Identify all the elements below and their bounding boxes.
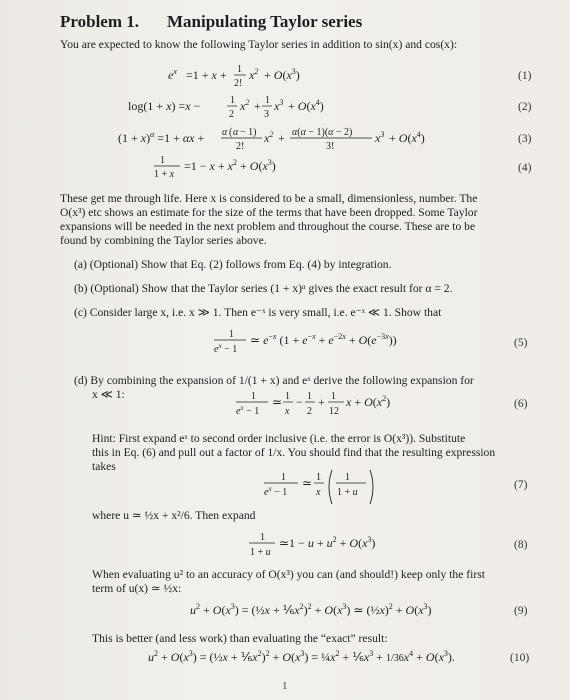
svg-text:log(1 + x) =x −: log(1 + x) =x − (128, 99, 201, 113)
svg-text:3: 3 (264, 109, 269, 120)
svg-text:2!: 2! (234, 78, 243, 89)
svg-text:1 + x: 1 + x (154, 169, 175, 180)
hint-line3: takes (92, 460, 116, 473)
equation-1-number: (1) (518, 70, 532, 82)
part-a: (a) (Optional) Show that Eq. (2) follows from Eq. (4) by integration. (74, 258, 392, 271)
svg-text:x2: $x^2$ (264, 130, 274, 145)
hint-where: where u ≃ ½x + x²/6. Then expand (92, 509, 256, 522)
svg-text:ex − 1: $e^x - 1$ (214, 342, 238, 355)
svg-text:−: − (296, 395, 303, 409)
problem-number: Problem 1. (60, 12, 140, 31)
svg-text:ex − 1: $e^x - 1$ (264, 485, 288, 498)
svg-text:x3: $x^3$ (375, 130, 385, 145)
svg-text:≃1 − u + u2 + O(x3): ≃1 − $u + u^2 + O(x^3)$ (279, 535, 376, 550)
svg-text:(1 + x)α =1 + αx +: $(1 + x)^\alpha =1 + \alpha x$ + (118, 130, 205, 145)
hint-eval-line1: When evaluating u² to an accuracy of O(x³) you can (and should!) keep only the first (92, 568, 485, 581)
svg-text:x + O(x2): $x + O(x^2)$ (346, 394, 391, 409)
svg-text:1: 1 (345, 472, 350, 483)
equation-3-number: (3) (518, 133, 532, 145)
svg-text:3!: 3! (326, 141, 335, 152)
equation-1 (168, 64, 300, 89)
equation-2 (128, 95, 324, 120)
equation-8 (249, 532, 375, 558)
svg-text:+ O(x3): + $O(x^3)$ (264, 67, 300, 82)
equation-9-number: (9) (514, 605, 528, 617)
equation-3 (118, 127, 425, 152)
part-c: (c) Consider large x, i.e. x ≫ 1. Then e⁻ˣ is very small, i.e. e⁻ˣ ≪ 1. Show that (74, 306, 442, 319)
equation-4-number: (4) (518, 162, 532, 174)
equation-6-number: (6) (514, 398, 528, 410)
hint-better: This is better (and less work) than evaluating the “exact” result: (92, 632, 388, 645)
svg-text:12: 12 (329, 406, 339, 417)
svg-text:≃: ≃ (272, 395, 283, 409)
part-b: (b) (Optional) Show that the Taylor series (1 + x)ᵅ gives the exact result for α = 2. (74, 282, 453, 295)
svg-text:+ O(x4): + $O(x^4)$ (389, 130, 425, 145)
equation-7 (264, 470, 373, 504)
svg-text:1: 1 (331, 391, 336, 402)
svg-text:1: 1 (260, 532, 265, 543)
svg-text:x2: $x^2$ (249, 67, 259, 82)
svg-text:1: 1 (229, 329, 234, 340)
paragraph-line: expansions will be needed in the next problem and throughout the course. These are to be (60, 220, 476, 233)
hint-line1: Hint: First expand eˣ to second order inclusive (i.e. the error is O(x³)). Substitute (92, 432, 466, 445)
svg-text:1 + u: 1 + u (250, 547, 271, 558)
svg-text:ex: $e^x$ (168, 67, 177, 82)
svg-text:α(α − 1)(α − 2): α(α − 1)(α − 2) (292, 127, 353, 138)
equation-6 (236, 391, 390, 417)
hint-line2: this in Eq. (6) and pull out a factor of 1/x. You should find that the resulting expression (92, 446, 496, 459)
svg-text:1: 1 (237, 64, 242, 75)
svg-text:1: 1 (230, 95, 235, 106)
svg-text:=1 + x +: =1 + x + (186, 68, 227, 82)
svg-text:x2: $x^2$ (240, 98, 250, 113)
svg-text:1: 1 (281, 472, 286, 483)
problem-title: Manipulating Taylor series (167, 12, 363, 31)
svg-text:x: x (285, 406, 290, 417)
page-number: 1 (282, 680, 288, 692)
svg-text:2: 2 (229, 109, 234, 120)
svg-text:1: 1 (251, 391, 256, 402)
svg-text:≃ e−x (1 + e−x + e−2x + O(e−3x: ≃ $e^{-x}$ $(1 + e^{-x} + e^{-2x} + O(e^{-3x}))$ (250, 332, 397, 347)
svg-text:1: 1 (307, 391, 312, 402)
svg-text:2!: 2! (236, 141, 245, 152)
svg-text:1: 1 (316, 472, 321, 483)
svg-text:x: x (316, 487, 321, 498)
intro-text: You are expected to know the following Taylor series in addition to sin(x) and cos(x): (60, 38, 458, 51)
svg-text:α: α (233, 127, 239, 138)
equation-7-number: (7) (514, 479, 528, 491)
paragraph-line: found by combining the Taylor series above. (60, 234, 267, 247)
svg-text:1: 1 (285, 391, 290, 402)
svg-text:=1 − x + x2 + O(x3): $=1 - x + x^2 + O(x^3)$ (184, 158, 276, 173)
paragraph-line: These get me through life. Here x is considered to be a small, dimensionless, number. The (60, 192, 478, 205)
svg-text:α: α (222, 127, 228, 138)
equation-9 (190, 602, 432, 617)
svg-text:1 + u: 1 + u (337, 487, 358, 498)
svg-text:1: 1 (265, 95, 270, 106)
equation-5-number: (5) (514, 337, 528, 349)
svg-text:+: + (254, 99, 261, 113)
equation-10 (148, 649, 455, 664)
svg-text:2: 2 (307, 406, 312, 417)
hint-eval-line2: term of u(x) ≃ ½x: (92, 582, 182, 595)
equation-4 (154, 155, 276, 180)
svg-text:(: ( (229, 127, 233, 138)
svg-text:u2 + O(x3) = (½x + ⅙x2)2 + O(x: $u^2 + O(x^3)$ = (½x + $\frac{1}{6}x^2)^2 + O(x^3)$ ≃ (½x)$^2$ + $O(x^3)$ (190, 602, 432, 617)
svg-text:+: + (278, 131, 285, 145)
equation-5 (214, 329, 397, 355)
svg-text:+: + (318, 395, 325, 409)
svg-text:+ O(x4): + $O(x^4)$ (288, 98, 324, 113)
paragraph-line: O(x³) etc shows an estimate for the size of the terms that have been dropped. Some Taylor (60, 206, 478, 219)
equation-8-number: (8) (514, 539, 528, 551)
svg-text:x3: $x^3$ (274, 98, 284, 113)
part-d-line2: x ≪ 1: (92, 388, 125, 401)
part-d-line1: (d) By combining the expansion of 1/(1 + x) and eˣ derive the following expansion for (74, 374, 474, 387)
svg-text:1: 1 (160, 155, 165, 166)
svg-text:ex − 1: $e^x - 1$ (236, 404, 260, 417)
svg-text:u2 + O(x3) = (½x + ⅙x2)2 + O(x: $u^2 + O(x^3)$ = (½x + $\frac{1}{6}x^2)^2 + O(x^3)$ = $\frac{1}{4}x^2$ + $\frac{1}{6}x^3 + 1/36x^4 + O(x^3)$. (148, 649, 455, 664)
equation-10-number: (10) (510, 652, 530, 664)
svg-text:− 1): − 1) (240, 127, 257, 138)
equation-2-number: (2) (518, 101, 532, 113)
svg-text:≃: ≃ (302, 476, 313, 490)
